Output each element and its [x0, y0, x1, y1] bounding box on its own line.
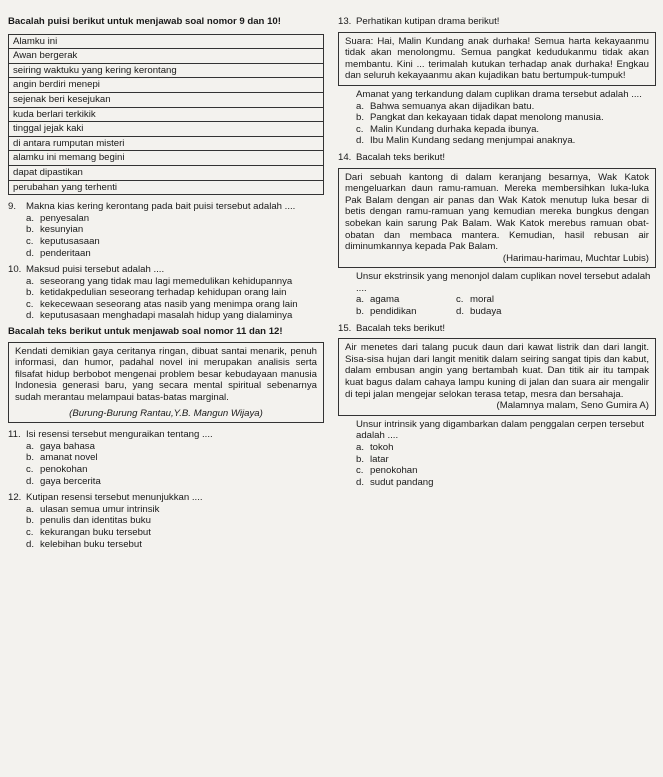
option-letter: a. [356, 100, 365, 112]
novel-text: Dari sebuah kantong di dalam keranjang besarnya, Wak Katok mengeluarkan daun ramu-ramuan. Mereka membersihkan luka-luka Pak Balam dengan air panas dan Wak Katok menutup luka besar di betis dengan ramu-ramuan yang kemudian mereka bungkus dengan sobekan kain sarung Pak Balam. Wak Katok merebus ramuan obat-obatan dan membaca mantera. Kemudian, hasil rebusan air diminumkannya kepada Pak Balam. [345, 171, 649, 253]
option-letter: b. [26, 224, 35, 236]
option-letter: d. [456, 306, 465, 318]
q15-options [338, 442, 656, 488]
option-letter: a. [356, 294, 365, 306]
option-letter: c. [26, 235, 34, 247]
answer-option [356, 477, 656, 489]
answer-option [26, 464, 324, 476]
left-column [8, 16, 324, 550]
option-letter: d. [26, 538, 35, 550]
question-10: 10. Maksud puisi tersebut adalah .... [8, 264, 165, 276]
option-text: amanat novel [40, 452, 98, 464]
option-letter: b. [26, 287, 35, 299]
option-letter: b. [356, 306, 365, 318]
answer-option [356, 465, 656, 477]
answer-option [26, 236, 324, 248]
q11-options [8, 441, 324, 487]
poem-line: angin berdiri menepi [9, 78, 323, 93]
poem-line: kuda berlari terkikik [9, 108, 323, 123]
poem-line: tinggal jejak kaki [9, 122, 323, 137]
option-letter: d. [356, 135, 365, 147]
heading-q11-12: Bacalah teks berikut untuk menjawab soal nomor 11 dan 12! [8, 326, 283, 338]
answer-option [26, 287, 324, 299]
cerpen-text: Air menetes dari talang pucuk daun dari kawat listrik dan dari langit. Sisa-sisa hujan dari langit menitik dalam seiring sangat tipis dan kabut, dalam embusan angin yang bertambah kuat. Dan titik air itu tampak kuat bagus dalam cahaya lampu kuning di jalan dan suara air mengalir di tepi jalan mengejar selokan terasa tetap, mesra dan bersahaja. [345, 342, 649, 400]
answer-option [26, 452, 324, 464]
cerpen-box [338, 338, 656, 416]
option-text: pendidikan [370, 306, 417, 318]
option-text: penulis dan identitas buku [40, 515, 151, 527]
answer-option [26, 539, 324, 551]
option-text: kekecewaan seseorang atas nasib yang menimpa orang lain [40, 298, 298, 310]
answer-option [356, 294, 456, 306]
answer-option [26, 224, 324, 236]
option-letter: a. [26, 440, 35, 452]
option-letter: d. [26, 475, 35, 487]
question-15: 15. Bacalah teks berikut! [338, 322, 446, 334]
heading-q9-10: Bacalah puisi berikut untuk menjawab soal nomor 9 dan 10! [8, 16, 281, 27]
answer-option [26, 476, 324, 488]
poem-line: perubahan yang terhenti [13, 181, 118, 193]
option-text: budaya [470, 306, 502, 318]
option-letter: a. [26, 275, 35, 287]
poem-line: seiring waktuku yang kering kerontang [9, 64, 323, 79]
option-letter: c. [26, 526, 34, 538]
option-text: Bahwa semuanya akan dijadikan batu. [370, 100, 535, 112]
option-text: Ibu Malin Kundang sedang menjumpai anaknya. [370, 135, 576, 147]
poem-line: Awan bergerak [9, 49, 323, 64]
option-text: seseorang yang tidak mau lagi memedulikan kehidupannya [40, 275, 293, 287]
answer-option [26, 504, 324, 516]
answer-option [26, 248, 324, 260]
option-letter: b. [26, 515, 35, 527]
option-letter: b. [356, 453, 365, 465]
poem-line: Alamku ini [9, 35, 323, 50]
option-text: latar [370, 453, 389, 465]
answer-option [26, 527, 324, 539]
question-14: 14. Bacalah teks berikut! [338, 151, 446, 163]
q14-question: Unsur ekstrinsik yang menonjol dalam cuplikan novel tersebut adalah .... [356, 271, 651, 294]
option-text: Malin Kundang durhaka kepada ibunya. [370, 123, 540, 135]
q10-options [8, 276, 324, 322]
poem-box [8, 34, 324, 196]
review-source: (Burung-Burung Rantau,Y.B. Mangun Wijaya) [69, 407, 263, 419]
option-text: penderitaan [40, 247, 91, 259]
q13-question: Amanat yang terkandung dalam cuplikan drama tersebut adalah .... [356, 88, 642, 100]
answer-option [26, 299, 324, 311]
novel-source: (Harimau-harimau, Muchtar Lubis) [502, 252, 649, 264]
option-text: sudut pandang [370, 476, 434, 488]
answer-option [356, 135, 656, 147]
answer-option [356, 306, 456, 318]
question-11: 11. Isi resensi tersebut menguraikan tentang .... [8, 429, 213, 441]
q15-question: Unsur intrinsik yang digambarkan dalam penggalan cerpen tersebut adalah .... [356, 418, 644, 442]
option-text: ulasan semua umur intrinsik [40, 503, 160, 515]
option-text: penokohan [370, 465, 418, 477]
cerpen-source: (Malamnya malam, Seno Gumira A) [496, 400, 649, 412]
answer-option [26, 515, 324, 527]
answer-option [356, 442, 656, 454]
option-letter: a. [26, 503, 35, 515]
option-text: agama [370, 294, 400, 306]
option-letter: d. [356, 476, 365, 488]
question-13: 13. Perhatikan kutipan drama berikut! [338, 16, 500, 27]
option-text: gaya bahasa [40, 440, 95, 452]
option-letter: c. [356, 123, 364, 135]
answer-option [456, 294, 556, 306]
poem-line: sejenak beri kesejukan [9, 93, 323, 108]
answer-option [26, 441, 324, 453]
option-text: gaya bercerita [40, 475, 101, 487]
answer-option [356, 101, 656, 113]
question-12: 12. Kutipan resensi tersebut menunjukkan .... [8, 492, 203, 504]
question-9: 9. Makna kias kering kerontang pada bait puisi tersebut adalah .... [8, 201, 296, 213]
option-letter: c. [456, 294, 464, 306]
option-text: Pangkat dan kekayaan tidak dapat menolong manusia. [370, 112, 604, 124]
poem-line: dapat dipastikan [9, 166, 323, 181]
option-letter: d. [26, 247, 35, 259]
review-text: Kendati demikian gaya ceritanya ringan, dibuat santai menarik, penuh informasi, dan humor, padahal novel ini merupakan analisis serta filsafat hidup berbobot mengenai problem besar kebudayaan manusia Indonesia generasi baru, yang secara mental spiritual sebenarnya sudah merantau melampaui batas-batas marginal. [15, 345, 317, 404]
q9-options [8, 213, 324, 259]
drama-text: Suara: Hai, Malin Kundang anak durhaka! Semua harta kekayaanmu tidak akan menolongmu. Semua pangkat kedudukanmu tidak akan membantu. Kini ... terimalah kutukan terhadap anak durhaka! Engkau dan seluruh kekayaanmu akan kujadikan batu bertumpuk-tumpuk! [345, 35, 649, 82]
option-text: kesunyian [40, 224, 84, 236]
novel-box [338, 168, 656, 269]
option-text: moral [470, 294, 494, 306]
option-text: ketidakpedulian seseorang terhadap kehidupan orang lain [40, 287, 287, 299]
option-text: tokoh [370, 442, 394, 453]
answer-option [356, 112, 656, 124]
option-letter: c. [356, 465, 364, 477]
option-letter: a. [26, 212, 35, 224]
q13-options [338, 101, 656, 147]
option-letter: a. [356, 442, 365, 453]
option-text: keputusasaan menghadapi masalah hidup yang dialaminya [40, 310, 293, 322]
answer-option [26, 213, 324, 225]
option-text: keputusasaan [40, 235, 100, 247]
answer-option [456, 306, 556, 318]
q12-options [8, 504, 324, 550]
drama-box [338, 32, 656, 86]
option-text: kekurangan buku tersebut [40, 526, 151, 538]
poem-line: di antara rumputan misteri [9, 137, 323, 152]
right-column [338, 16, 656, 488]
option-letter: b. [26, 452, 35, 464]
answer-option [26, 276, 324, 288]
answer-option [356, 124, 656, 136]
poem-line: alamku ini memang begini [9, 151, 323, 166]
option-text: penokohan [40, 464, 88, 475]
review-box [8, 342, 324, 424]
option-letter: c. [26, 464, 34, 475]
option-letter: b. [356, 112, 365, 124]
q14-options [338, 294, 656, 317]
answer-option [356, 454, 656, 466]
option-letter: c. [26, 298, 34, 310]
option-letter: d. [26, 310, 35, 322]
option-text: kelebihan buku tersebut [40, 538, 142, 550]
option-text: penyesalan [40, 212, 90, 224]
answer-option [26, 310, 324, 322]
